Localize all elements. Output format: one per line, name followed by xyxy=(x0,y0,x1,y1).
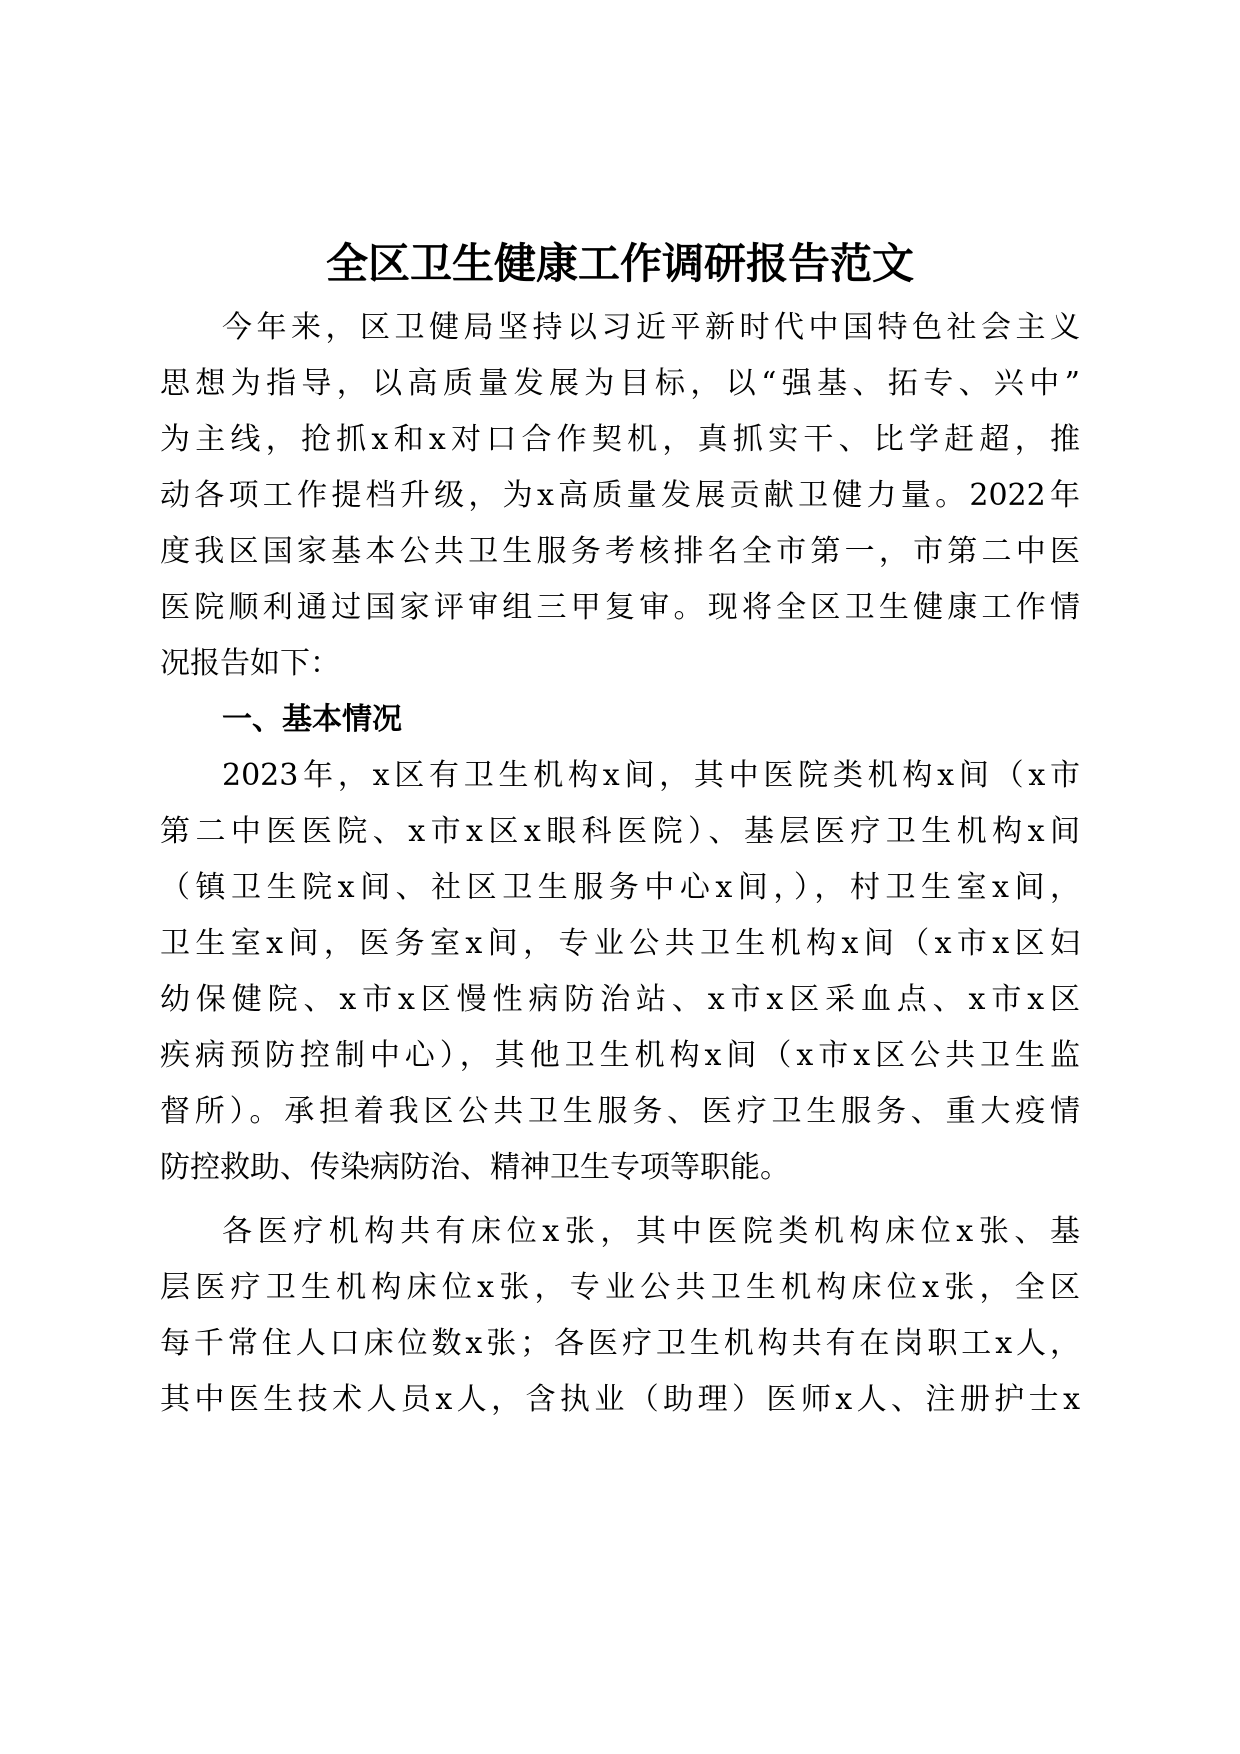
paragraph-2-line-1: 2023年，x区有卫生机构x间，其中医院类机构x间（x市 xyxy=(222,758,1080,793)
paragraph-2-line-4: 卫生室x间，医务室x间，专业公共卫生机构x间（x市x区妇 xyxy=(160,926,1080,961)
paragraph-3-line-4: 其中医生技术人员x人，含执业（助理）医师x人、注册护士x xyxy=(160,1382,1080,1417)
paragraph-1-line-4: 动各项工作提档升级，为x高质量发展贡献卫健力量。2022年 xyxy=(160,478,1080,513)
paragraph-2-line-8: 防控救助、传染病防治、精神卫生专项等职能。 xyxy=(160,1150,790,1185)
paragraph-3-line-2: 层医疗卫生机构床位x张，专业公共卫生机构床位x张，全区 xyxy=(160,1270,1080,1305)
paragraph-1-line-5: 度我区国家基本公共卫生服务考核排名全市第一，市第二中医 xyxy=(160,534,1080,569)
paragraph-1-line-1: 今年来，区卫健局坚持以习近平新时代中国特色社会主义 xyxy=(222,310,1080,345)
document-title: 全区卫生健康工作调研报告范文 xyxy=(325,239,914,288)
paragraph-3-line-1: 各医疗机构共有床位x张，其中医院类机构床位x张、基 xyxy=(222,1214,1080,1249)
paragraph-2-line-5: 幼保健院、x市x区慢性病防治站、x市x区采血点、x市x区 xyxy=(160,982,1080,1017)
paragraph-2-line-2: 第二中医医院、x市x区x眼科医院）、基层医疗卫生机构x间 xyxy=(160,814,1080,849)
paragraph-1-line-3: 为主线，抢抓x和x对口合作契机，真抓实干、比学赶超，推 xyxy=(160,422,1080,457)
section-1-heading: 一、基本情况 xyxy=(222,702,402,737)
paragraph-3-line-3: 每千常住人口床位数x张；各医疗卫生机构共有在岗职工x人， xyxy=(160,1326,1080,1361)
paragraph-1-line-2: 思想为指导，以高质量发展为目标，以“强基、拓专、兴中” xyxy=(160,366,1080,401)
paragraph-2-line-6: 疾病预防控制中心），其他卫生机构x间（x市x区公共卫生监 xyxy=(160,1038,1080,1073)
paragraph-2-line-3: （镇卫生院x间、社区卫生服务中心x间，），村卫生室x间， xyxy=(160,870,1080,905)
paragraph-1-line-7: 况报告如下： xyxy=(160,646,340,681)
paragraph-2-line-7: 督所）。承担着我区公共卫生服务、医疗卫生服务、重大疫情 xyxy=(160,1094,1080,1129)
paragraph-1-line-6: 医院顺利通过国家评审组三甲复审。现将全区卫生健康工作情 xyxy=(160,590,1080,625)
